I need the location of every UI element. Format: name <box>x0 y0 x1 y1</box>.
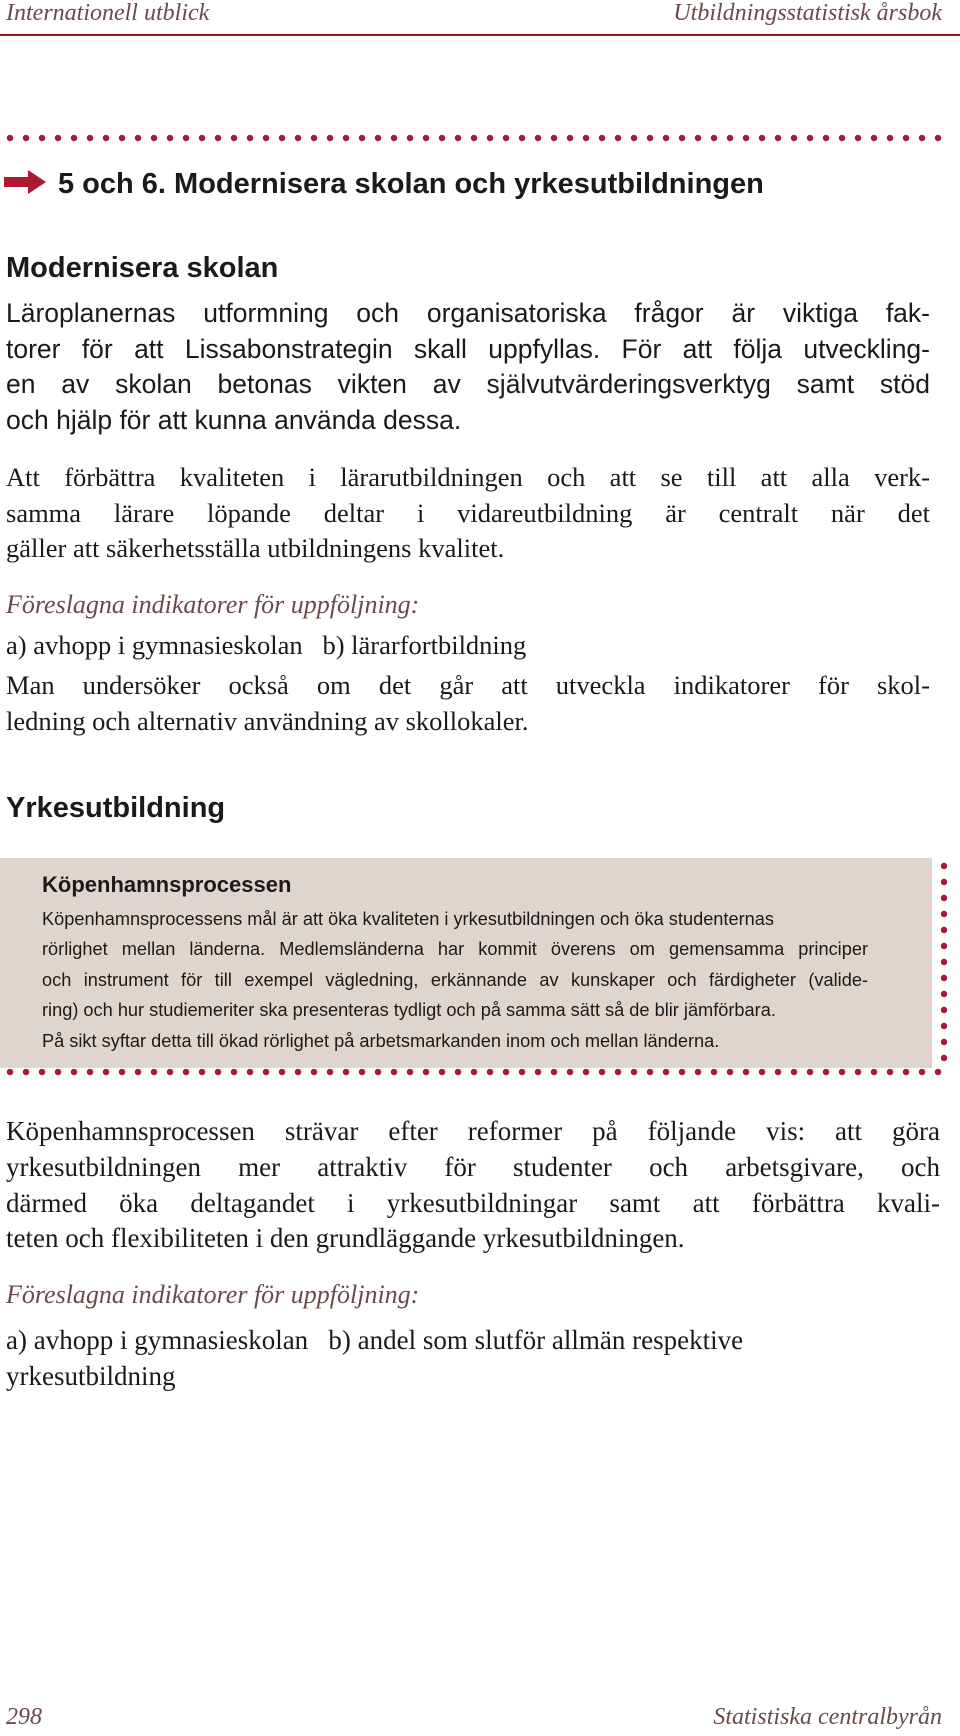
indicators-label-yrkes: Föreslagna indikatorer för uppföljning: <box>6 1280 420 1309</box>
text-line: rörlighet mellan länderna. Medlemsländerna har kommit överens om gemensamma principer <box>42 939 868 960</box>
indicators-label: Föreslagna indikatorer för uppföljning: <box>6 590 420 619</box>
paragraph-kopenhamnsprocessen <box>6 1114 940 1257</box>
text-line: och instrument för till exempel vägledning, erkännande av kunskaper och färdigheter (valide- <box>42 969 868 990</box>
paragraph-laroplaner <box>6 296 930 438</box>
running-header-left: Internationell utblick <box>6 0 210 26</box>
dotted-border-bottom <box>2 1068 950 1076</box>
text-line: och hjälp för att kunna använda dessa. <box>6 404 462 435</box>
text-line: yrkesutbildning <box>6 1361 176 1391</box>
footer-publisher: Statistiska centralbyrån <box>713 1704 942 1730</box>
text-line: teten och flexibiliteten i den grundläggande yrkesutbildningen. <box>6 1223 685 1254</box>
section-title: 5 och 6. Modernisera skolan och yrkesutbildningen <box>58 168 764 200</box>
running-header-right: Utbildningsstatistisk årsbok <box>673 0 942 26</box>
text-line: torer för att Lissabonstrategin skall uppfyllas. För att följa utveckling- <box>6 333 930 364</box>
heading-modernisera-skolan: Modernisera skolan <box>6 252 279 284</box>
text-line: Att förbättra kvaliteten i lärarutbildningen och att se till att alla verk- <box>6 462 930 492</box>
header-rule <box>0 34 960 36</box>
info-box-body <box>42 904 868 1056</box>
text-line: Man undersöker också om det går att utveckla indikatorer för skol- <box>6 670 930 700</box>
text-line: ledning och alternativ användning av skollokaler. <box>6 705 529 736</box>
page-number: 298 <box>6 1704 42 1730</box>
text-line: en av skolan betonas vikten av självutvärderingsverktyg samt stöd <box>6 369 930 399</box>
indicators-list: a) avhopp i gymnasieskolan b) lärarfortbildning <box>6 630 527 660</box>
text-line: På sikt syftar detta till ökad rörlighet på arbetsmarkanden inom och mellan länderna. <box>42 1030 720 1051</box>
dotted-divider-top <box>2 134 950 142</box>
heading-yrkesutbildning: Yrkesutbildning <box>6 792 226 824</box>
paragraph-lararutbildning <box>6 460 930 567</box>
text-line: samma lärare löpande deltar i vidareutbildning är centralt när det <box>6 497 930 528</box>
text-line: yrkesutbildningen mer attraktiv för studenter och arbetsgivare, och <box>6 1151 940 1182</box>
info-box-title: Köpenhamnsprocessen <box>42 872 292 897</box>
indicators-list-yrkes <box>6 1322 946 1394</box>
text-line: ring) och hur studiemeriter ska presenteras tydligt och på samma sätt så de blir jämförbara. <box>42 1000 776 1021</box>
text-line: a) avhopp i gymnasieskolan b) andel som slutför allmän respektive <box>6 1325 744 1355</box>
text-line: Köpenhamnsprocessens mål är att öka kvaliteten i yrkesutbildningen och öka studenternas <box>42 909 774 929</box>
text-line: Läroplanernas utformning och organisatoriska frågor är viktiga fak- <box>6 298 930 328</box>
info-box-kopenhamnsprocessen <box>0 858 932 1068</box>
text-line: Köpenhamnsprocessen strävar efter reformer på följande vis: att göra <box>6 1116 940 1146</box>
text-line: gäller att säkerhetsställa utbildningens kvalitet. <box>6 533 505 563</box>
dotted-border-right <box>940 858 948 1068</box>
arrow-right-icon <box>4 170 48 194</box>
text-line: därmed öka deltagandet i yrkesutbildningar samt att förbättra kvali- <box>6 1187 940 1218</box>
paragraph-skolledning <box>6 668 930 739</box>
